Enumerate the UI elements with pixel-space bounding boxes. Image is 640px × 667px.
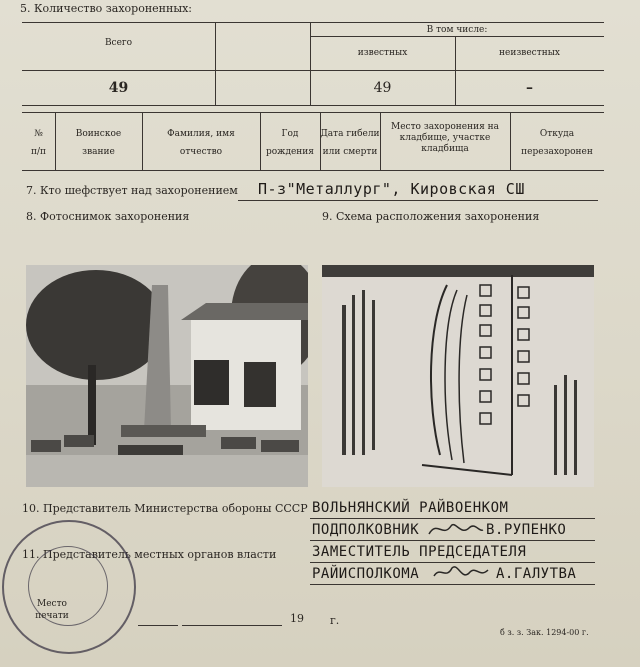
section11-line1: ЗАМЕСТИТЕЛЬ ПРЕДСЕДАТЕЛЯ — [312, 544, 527, 560]
section10-line2-right: В.РУПЕНКО — [486, 522, 567, 538]
col-death: Дата гибели или смерти — [320, 129, 380, 157]
burial-photo — [26, 265, 308, 487]
total-label: Всего — [104, 38, 133, 48]
col-number: № п/п — [30, 129, 47, 157]
section11-label: 11. Представитель местных органов власти — [22, 548, 277, 561]
signature-galutva — [430, 560, 490, 586]
date-suffix: г. — [330, 614, 340, 627]
section10-label: 10. Представитель Министерства обороны СССР — [22, 502, 308, 515]
section10-line2-left: ПОДПОЛКОВНИК — [312, 522, 420, 538]
print-code: б з. з. Зак. 1294-00 г. — [500, 628, 589, 637]
section9-label: 9. Схема расположения захоронения — [322, 210, 540, 223]
official-stamp — [2, 520, 136, 654]
signature-rupenko — [425, 516, 485, 542]
section7-value: П-з"Металлург", Кировская СШ — [258, 180, 525, 198]
col-rank: Воинское звание — [75, 129, 122, 157]
col-birth: Год рождения — [265, 129, 314, 157]
section10-line1: ВОЛЬНЯНСКИЙ РАЙВОЕНКОМ — [312, 500, 509, 516]
including-label: В том числе: — [426, 25, 488, 35]
total-value: 49 — [108, 80, 129, 96]
burial-scheme — [322, 265, 594, 487]
col-name: Фамилия, имя отчество — [167, 129, 235, 157]
col-from: Откуда перезахоронен — [521, 129, 593, 157]
section11-line2-right: А.ГАЛУТВА — [496, 566, 577, 582]
section7-label: 7. Кто шефствует над захоронением — [26, 184, 238, 197]
section11-line2-left: РАЙИСПОЛКОМА — [312, 566, 420, 582]
section5-title: 5. Количество захороненных: — [20, 2, 193, 15]
stamp-place-label: Место печати — [35, 599, 69, 621]
known-value: 49 — [373, 80, 392, 96]
unknown-value: – — [526, 80, 533, 96]
date-year: 19 — [290, 612, 304, 625]
unknown-label: неизвестных — [499, 48, 560, 58]
section8-label: 8. Фотоснимок захоронения — [26, 210, 190, 223]
col-place: Место захоронения на кладбище, участке кладбища — [390, 122, 499, 154]
known-label: известных — [357, 48, 408, 58]
